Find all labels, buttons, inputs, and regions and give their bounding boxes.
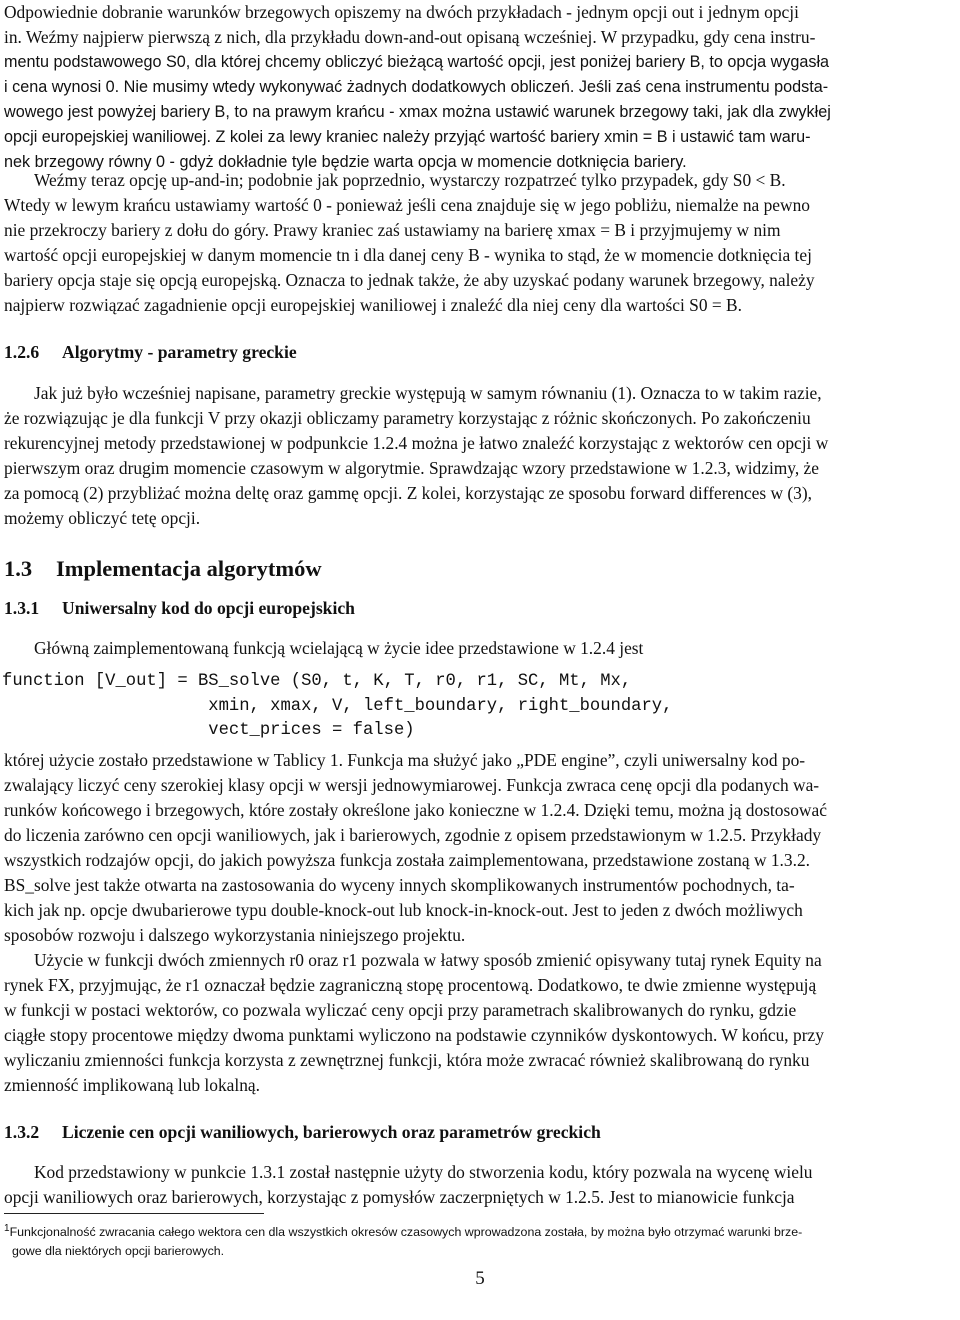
section-heading-1-3-1: [4, 598, 355, 619]
impl-intro: [4, 636, 956, 661]
section-number: 1.3: [4, 556, 33, 581]
up-and-in-line-6: najpierw rozwiązać zagadnienie opcji europejskiej waniliowej i znaleźć dla niej ceny dla wartości S0 = B.: [4, 295, 742, 315]
greeks-paragraph: [4, 381, 956, 531]
greeks-line-3: rekurencyjnej metody przedstawionej w podpunkcie 1.2.4 można je łatwo znaleźć korzystając z wektorów cen opcji w: [4, 433, 829, 453]
intro-line-6: opcji europejskiej waniliowej. Z kolei za lewy kraniec należy przyjąć wartość bariery xmin = B i ustawić tam waru-: [4, 128, 811, 146]
pricing-paragraph: [4, 1160, 956, 1210]
footnote: [4, 1219, 956, 1261]
impl-intro-line: Główną zaimplementowaną funkcją wcielającą w życie idee przedstawione w 1.2.4 jest: [34, 638, 644, 658]
section-title: Implementacja algorytmów: [56, 556, 322, 581]
pricing-line-2: opcji waniliowych oraz barierowych, korzystając z pomysłów zaczerpniętych w 1.2.5. Jest to mianowicie funkcja: [4, 1187, 795, 1207]
code-line-3: vect_prices = false): [2, 721, 415, 740]
impl-p2-line-4: ciągłe stopy procentowe między dwoma punktami wyliczono na podstawie czynników dyskontowych. W końcu, przy: [4, 1025, 824, 1045]
footnote-text-1: Funkcjonalność zwracania całego wektora cen dla wszystkich okresów czasowych wprowadzona została, by można było otrzymać warunki brze-: [9, 1225, 803, 1240]
impl-p1-line-2: zwalający liczyć ceny szerokiej klasy opcji w wersji jednowymiarowej. Funkcja zwraca cenę opcji dla podanych wa-: [4, 775, 820, 795]
footnote-rule: [4, 1213, 264, 1214]
impl-p2-line-1: Użycie w funkcji dwóch zmiennych r0 oraz r1 pozwala w łatwy sposób zmienić opisywany tutaj rynek Equity na: [34, 950, 822, 970]
impl-p1-line-5: wszystkich rodzajów opcji, do jakich powyższa funkcja została zaimplementowana, przedstawione zostaną w 1.3.2.: [4, 850, 810, 870]
up-and-in-line-5: bariery opcja staje się opcją europejską. Oznacza to jednak także, że aby uzyskać podany warunek brzegowy, należy: [4, 270, 815, 290]
section-title: Algorytmy - parametry greckie: [62, 342, 297, 362]
footnote-line-1: [4, 1219, 956, 1242]
impl-p1-line-4: do liczenia zarówno cen opcji waniliowych, jak i barierowych, zgodnie z opisem przedstawionym w 1.2.5. Przykłady: [4, 825, 822, 845]
footnote-marker: 1: [4, 1223, 10, 1234]
section-heading-1-2-6: [4, 342, 297, 363]
section-number: 1.3.2: [4, 1122, 40, 1142]
section-title: Liczenie cen opcji waniliowych, barierowych oraz parametrów greckich: [62, 1122, 601, 1142]
intro-line-3: mentu podstawowego S0, dla której chcemy obliczyć bieżącą wartość opcji, jest poniżej bariery B, to opcja wygasła: [4, 53, 830, 71]
pricing-line-1: Kod przedstawiony w punkcie 1.3.1 został następnie użyty do stworzenia kodu, który pozwala na wycenę wielu: [34, 1162, 813, 1182]
footnote-line-2: gowe dla niektórych opcji barierowych.: [12, 1244, 225, 1259]
section-title: Uniwersalny kod do opcji europejskich: [62, 598, 355, 618]
impl-paragraph-1: [4, 748, 956, 948]
impl-p2-line-5: wyliczaniu zmienności funkcja korzysta z zewnętrznej funkcji, która może zwracać również skalibrowaną do rynku: [4, 1050, 810, 1070]
impl-p1-line-8: sposobów rozwoju i dalszego wykorzystania niniejszego projektu.: [4, 925, 466, 945]
greeks-line-6: możemy obliczyć tetę opcji.: [4, 508, 201, 528]
impl-p2-line-6: zmienność implikowaną lub lokalną.: [4, 1075, 260, 1095]
impl-paragraph-2: [4, 948, 956, 1098]
up-and-in-line-2: Wtedy w lewym krańcu ustawiamy wartość 0 - ponieważ jeśli cena znajduje się w jego pobliżu, niemalże na pewno: [4, 195, 810, 215]
impl-p1-line-3: runków końcowego i brzegowych, które zostały określone jako konieczne w 1.2.4. Dzięki temu, można ją dostosować: [4, 800, 827, 820]
section-number: 1.3.1: [4, 598, 40, 618]
section-heading-1-3-2: [4, 1122, 601, 1143]
greeks-line-2: że rozwiązując je dla funkcji V przy okazji obliczamy parametry korzystając z różnic skończonych. Po zakończeniu: [4, 408, 811, 428]
intro-line-1: Odpowiednie dobranie warunków brzegowych opiszemy na dwóch przykładach - jednym opcji out i jednym opcji: [4, 2, 799, 22]
page-number: 5: [475, 1268, 485, 1289]
up-and-in-line-3: nie przekroczy bariery z dołu do góry. Prawy kraniec zaś ustawiamy na barierę xmax = B i przyjmujemy w nim: [4, 220, 781, 240]
intro-line-4: i cena wynosi 0. Nie musimy wtedy wykonywać żadnych dodatkowych obliczeń. Jeśli zaś cena instrumentu podsta-: [4, 78, 829, 96]
greeks-line-5: za pomocą (2) przybliżać można deltę oraz gammę opcji. Z kolei, korzystając ze sposobu forward differences w (3),: [4, 483, 813, 503]
impl-p1-line-6: BS_solve jest także otwarta na zastosowania do wyceny innych skomplikowanych instrumentów pochodnych, ta-: [4, 875, 795, 895]
greeks-line-4: pierwszym oraz drugim momencie czasowym w algorytmie. Sprawdzając wzory przedstawione w 1.2.3, widzimy, że: [4, 458, 819, 478]
intro-line-7: nek brzegowy równy 0 - gdyż dokładnie tyle będzie warta opcja w momencie dotknięcia bariery.: [4, 153, 687, 171]
impl-p2-line-2: rynek FX, przyjmując, że r1 oznaczał będzie zagraniczną stopę procentową. Dodatkowo, te dwie zmienne występują: [4, 975, 817, 995]
intro-line-2: in. Weźmy najpierw pierwszą z nich, dla przykładu down-and-out opisaną wcześniej. W przypadku, gdy cena instru-: [4, 27, 816, 47]
greeks-line-1: Jak już było wcześniej napisane, parametry greckie występują w samym równaniu (1). Oznacza to w takim razie,: [34, 383, 822, 403]
up-and-in-line-1: Weźmy teraz opcję up-and-in; podobnie jak poprzednio, wystarczy rozpatrzeć tylko przypadek, gdy S0 < B.: [34, 170, 786, 190]
up-and-in-line-4: wartość opcji europejskiej w danym momencie tn i dla danej ceny B - wynika to stąd, że w momencie dotknięcia tej: [4, 245, 812, 265]
section-heading-1-3: [4, 556, 322, 582]
impl-p2-line-3: w funkcji w postaci wektorów, co pozwala wyliczać ceny opcji przy parametrach skalibrowanych do rynku, gdzie: [4, 1000, 797, 1020]
code-line-2: xmin, xmax, V, left_boundary, right_boundary,: [2, 696, 673, 716]
impl-p1-line-1: której użycie zostało przedstawione w Tablicy 1. Funkcja ma służyć jako „PDE engine”, czyli uniwersalny kod po-: [4, 750, 806, 770]
code-listing: [2, 670, 672, 744]
intro-line-5: wowego jest powyżej bariery B, to na prawym krańcu - xmax można ustawić warunek brzegowy taki, jak dla zwykłej: [4, 103, 831, 121]
section-number: 1.2.6: [4, 342, 40, 362]
up-and-in-paragraph: [4, 168, 956, 318]
intro-paragraph: [4, 0, 956, 175]
code-line-1: function [V_out] = BS_solve (S0, t, K, T, r0, r1, SC, Mt, Mx,: [2, 672, 632, 691]
impl-p1-line-7: kich jak np. opcje dwubarierowe typu double-knock-out lub knock-in-knock-out. Jest to jeden z dwóch możliwych: [4, 900, 803, 920]
